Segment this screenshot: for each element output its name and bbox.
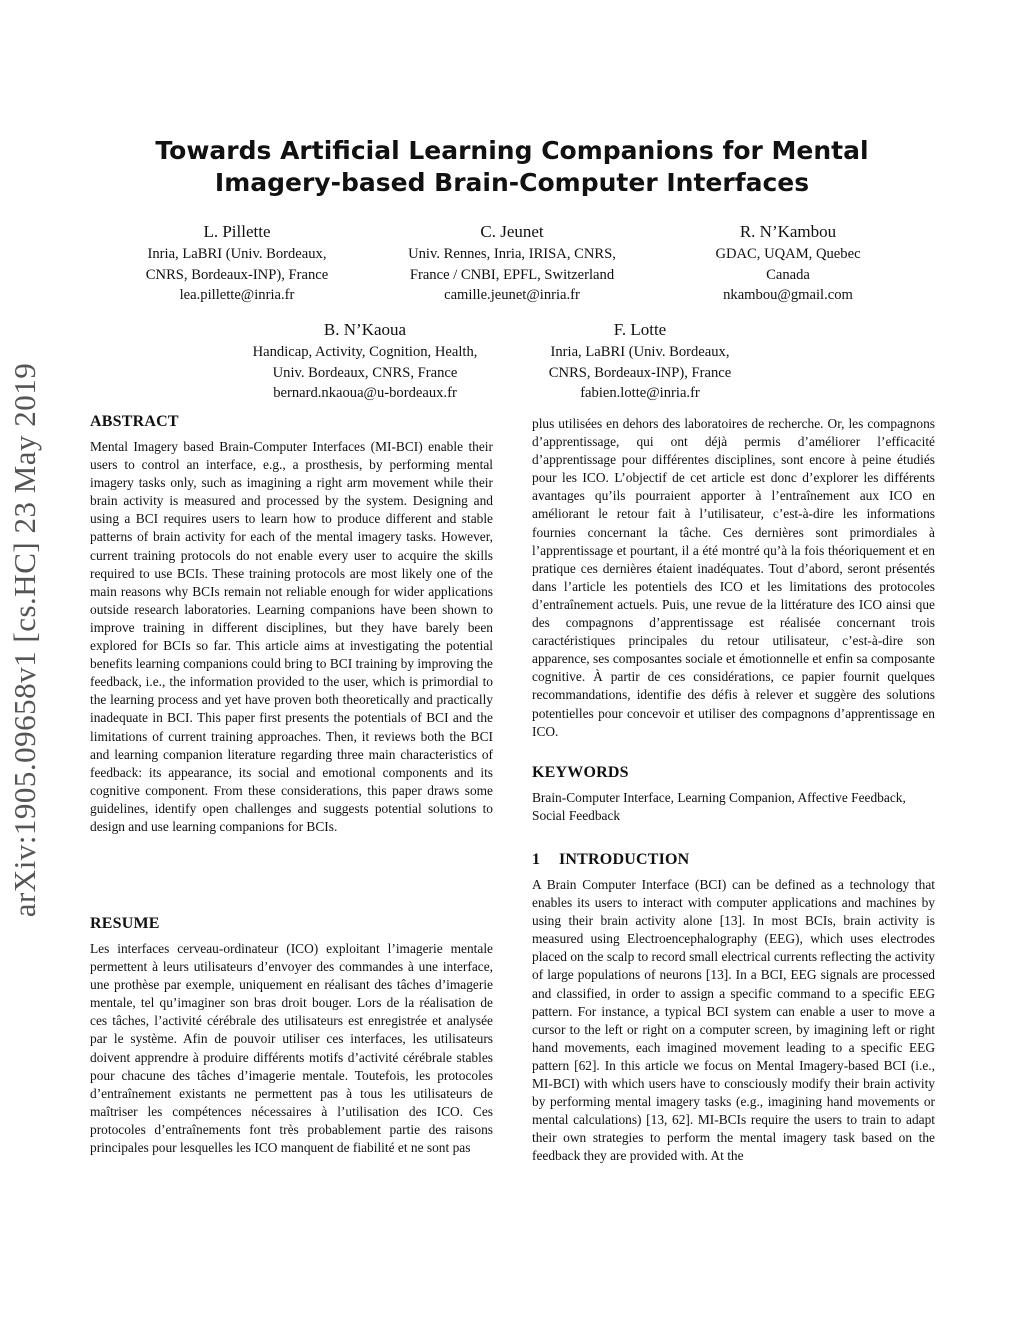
section-number: 1 [532,851,541,868]
author-email: nkambou@gmail.com [723,287,853,303]
author-affiliation-line: France / CNBI, EPFL, Switzerland [409,266,615,283]
author-email: bernard.nkaoua@u-bordeaux.fr [273,385,457,401]
author-name: B. N’Kaoua [323,320,407,339]
resume-text: Les interfaces cerveau-ordinateur (ICO) exploitant l’imagerie mentale permettent à leurs utilisateurs d’envoyer des commandes à une interface, une prothèse par exemple, uniquement en réalisant des tâches d’imagerie mentale, tel qu’imaginer son bras droit bouger. Lors de la réalisation de ces tâches, l’activité cérébrale des utilisateurs est enregistrée et analysée par le système. Afin de pouvoir utiliser ces interfaces, les utilisateurs doivent apprendre à produire différents motifs d’activité cérébrale stables pour chacune des tâches d’imagerie mentale. Toutefois, les protocoles d’entraînement existants ne permettent pas à tous les utilisateurs de maîtriser les compétences nécessaires à l’utilisation des ICO. Ces protocoles d’entraînements font très probablement partie des raisons principales pour lesquelles les ICO manquent de fiabilité et ne sont pas [90,941,493,1156]
author-block-3 [677,221,899,306]
keywords-section [532,763,935,825]
author-affiliation-line: Inria, LaBRI (Univ. Bordeaux, [147,246,327,262]
abstract-text: Mental Imagery based Brain-Computer Interfaces (MI-BCI) enable their users to control an interface, e.g., a prosthesis, by performing mental imagery tasks only, such as imagining a right arm movement while their brain activity is measured and processed by the system. Designing and using a BCI requires users to learn how to produce different and stable patterns of brain activity for each of the mental imagery tasks. However, current training protocols do not enable every user to acquire the skills required to use BCIs. These training protocols are most likely one of the main reasons why BCIs remain not reliable enough for wider applications outside research laboratories. Learning companions have been shown to improve training in different disciplines, but they have barely been explored for BCIs so far. This article aims at investigating the potential benefits learning companions could bring to BCI training by improving the feedback, i.e., the information provided to the user, which is primordial to the learning process and yet have proven both theoretically and practically inadequate in BCI. This paper first presents the potentials of BCI and the limitations of current training approaches. Then, it reviews both the BCI and learning companion literature regarding three main characteristics of feedback: its appearance, its social and emotional components and its cognitive component. From these considerations, this paper draws some guidelines, identify open challenges and suggests potential solutions to design and use learning companions for BCIs. [90,439,493,834]
author-block-5 [512,319,768,404]
author-block-2 [383,221,641,306]
author-name: L. Pillette [203,222,271,241]
author-affiliation-line: Univ. Bordeaux, CNRS, France [272,364,458,381]
resume-heading: RESUME [90,915,160,932]
author-name: C. Jeunet [480,222,544,241]
resume-continued-section [532,415,935,741]
author-affiliation-line: Handicap, Activity, Cognition, Health, [252,344,478,360]
author-affiliation-line: Univ. Rennes, Inria, IRISA, CNRS, [408,246,616,262]
author-name: F. Lotte [613,320,667,339]
author-email: fabien.lotte@inria.fr [580,385,700,401]
introduction-text: A Brain Computer Interface (BCI) can be defined as a technology that enables its users to interact with computer applications and machines by using their brain activity alone [13]. In most BCIs, brain activity is measured using Electroencephalography (EEG), which uses electrodes placed on the scalp to record small electrical currents reflecting the activity of large populations of neurons [13]. In a BCI, EEG signals are processed and classified, in order to assign a specific command to a specific EEG pattern. For instance, a typical BCI system can enable a user to move a cursor to the left or right on a computer screen, by imagining left or right hand movements, each imagined movement leading to a specific EEG pattern [62]. In this article we focus on Mental Imagery-based BCI (i.e., MI-BCI) with which users have to consciously modify their brain activity by performing mental imagery tasks (e.g., imagining hand movements or mental calculations) [13, 62]. MI-BCIs require the users to train to adapt their own strategies to perform the mental imagery task based on the feedback they are provided with. At the [532,877,935,1164]
author-block-1 [118,221,356,306]
keywords-text: Brain-Computer Interface, Learning Companion, Affective Feedback, Social Feedback [532,790,906,824]
keywords-heading: KEYWORDS [532,764,629,781]
author-email: lea.pillette@inria.fr [179,287,295,303]
author-block-4 [228,319,502,404]
introduction-heading [532,850,935,870]
author-affiliation-line: CNRS, Bordeaux-INP), France [548,364,732,381]
author-affiliation-line: CNRS, Bordeaux-INP), France [145,266,329,283]
author-email: camille.jeunet@inria.fr [444,287,580,303]
author-affiliation-line: Inria, LaBRI (Univ. Bordeaux, [550,344,730,360]
paper-title: Towards Artificial Learning Companions for Mental Imagery-based Brain-Computer Interfaces [155,136,869,197]
abstract-heading: ABSTRACT [90,413,179,430]
author-affiliation-line: GDAC, UQAM, Quebec [715,246,861,262]
resume-section [90,914,493,1157]
section-title: INTRODUCTION [559,851,690,868]
author-name: R. N’Kambou [739,222,837,241]
arxiv-identifier: arXiv:1905.09658v1 [cs.HC] 23 May 2019 [7,362,42,918]
resume-text-continued: plus utilisées en dehors des laboratoires de recherche. Or, les compagnons d’apprentissage, qui ont déjà permis d’améliorer l’efficacité d’apprentissage pour différentes disciplines, sont encore à peine étudiés pour les ICO. L’objectif de cet article est donc d’explorer les différents avantages qu’ils pourraient apporter à l’entraînement aux ICO en améliorant le retour fait à l’utilisateur, c’est-à-dire les informations fournies concernant la tâche. Ces dernières sont primordiales à l’apprentissage et pourtant, il a été montré qu’à la fois théoriquement et en pratique ces dernières étaient inadéquates. Tout d’abord, seront présentés dans l’article les potentiels des ICO et les limitations des protocoles d’entraînement actuels. Puis, une revue de la littérature des ICO ainsi que des compagnons d’apprentissage est réalisée concernant trois caractéristiques principales du retour utilisateur, c’est-à-dire son apparence, ses composantes sociale et émotionnelle et enfin sa composante cognitive. À partir de ces considérations, ce papier fournit quelques recommandations, identifie des défis à relever et suggère des solutions potentielles pour concevoir et utiliser des compagnons d’apprentissage en ICO. [532,416,935,739]
abstract-section [90,412,493,836]
author-affiliation-line: Canada [766,266,810,283]
introduction-section [532,850,935,1166]
